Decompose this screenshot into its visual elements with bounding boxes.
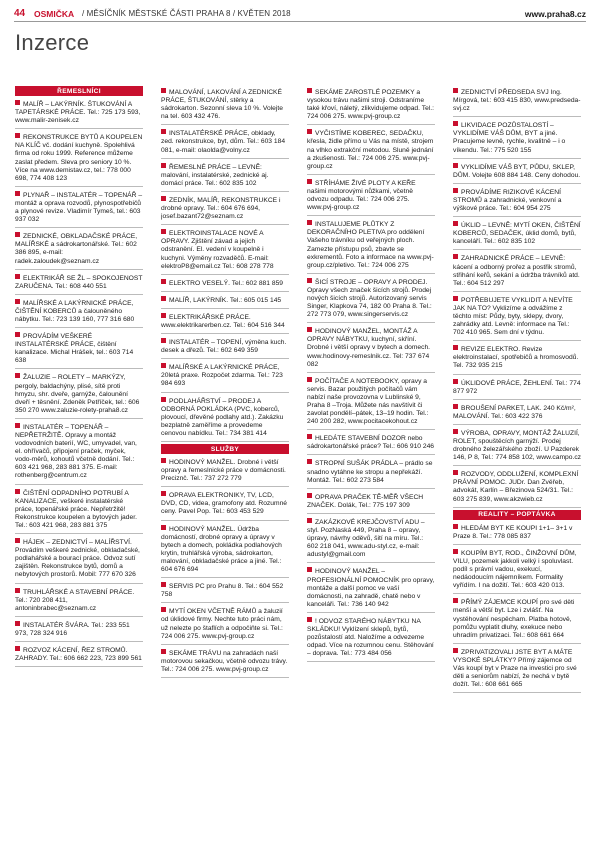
classified-ad [161, 194, 289, 225]
bullet-square-icon [453, 88, 458, 93]
bullet-square-icon [453, 163, 458, 168]
ad-text: ZAHRADNICKÉ PRÁCE – LEVNĚ: kácení a odborný prořez a postřik stromů, střihání keřů, sekání a údržba trávníků atd. Tel.: 604 512 297 [453, 255, 580, 287]
bullet-square-icon [307, 129, 312, 134]
bullet-square-icon [307, 220, 312, 225]
header-divider [14, 21, 586, 22]
bullet-square-icon [161, 88, 166, 93]
bullet-square-icon [15, 332, 20, 337]
classified-ad [161, 489, 289, 520]
bullet-square-icon [15, 373, 20, 378]
section-heading: SLUŽBY [161, 444, 289, 454]
ad-text: ELEKTROINSTALACE NOVÉ A OPRAVY. Zjištění závad a jejich odstranění. El. vedení v koupelně i kuchyni. Výměny rozvaděčů. E-mail: elektroP8@email.cz Tel.: 608 278 778 [161, 230, 274, 270]
classified-ad [15, 586, 143, 617]
classified-ad [453, 596, 581, 643]
bullet-square-icon [453, 296, 458, 301]
ads-column-4 [453, 86, 581, 838]
ad-text: LIKVIDACE POZŮSTALOSTÍ – VYKLIDÍME VÁŠ DŮM, BYT a jiné. Pracujeme levně, rychle, kvalitně – i o víkendu. Tel.: 775 520 155 [453, 122, 566, 154]
ad-text: ÚKLIDOVÉ PRÁCE, ŽEHLENÍ. Tel.: 774 877 972 [453, 379, 581, 395]
ad-text: HODINOVÝ MANŽEL. Drobné i větší opravy a řemeslnické práce v domácnosti. Preciznč. Tel.: 737 272 779 [161, 459, 286, 483]
publication-subtitle: / MĚSÍČNÍK MĚSTSKÉ ČÁSTI PRAHA 8 / KVĚTEN 2018 [82, 9, 291, 18]
publication-name: OSMIČKA [34, 9, 75, 19]
bullet-square-icon [453, 345, 458, 350]
classified-ad [15, 536, 143, 583]
classified-ad [307, 432, 435, 455]
classified-ad [15, 421, 143, 485]
classified-ad [453, 646, 581, 693]
classified-ad [15, 230, 143, 269]
classified-ad [453, 427, 581, 466]
ad-text: SERVIS PC pro Prahu 8. Tel.: 604 552 758 [161, 583, 284, 599]
ad-text: ! ODVOZ STARÉHO NÁBYTKU NA SKLÁDKU! Vyklízení sklepů, bytů, pozůstalostí atd. Naložíme a odvezeme odpad. Více na rozumnou cenu. Stěhování – doprava. Tel.: 773 484 056 [307, 617, 434, 658]
classified-ad [15, 131, 143, 187]
classified-ad [15, 371, 143, 418]
ad-text: ZAKÁZKOVÉ KREJČOVSTVÍ ADU – styl. PozNaská 449, Praha 8 – opravy, úpravy, návrhy oděvů, šití na míru. Tel.: 602 218 041, www.adu-styl.cz, e-mail: adustyl@gmail.com [307, 518, 425, 559]
classified-ad [15, 297, 143, 328]
ad-text: INSTALUJEME PLŮTKY Z DEKORAČNÍHO PLETIVA pro oddělení Vašeho trávníku od veřejných ploch. Zamezte přístupu psů, zbavte se exkrementů. Foto a informace na www.pvj-group.cz/pletivo. Tel.: 724 006 275 [307, 221, 434, 269]
bullet-square-icon [453, 470, 458, 475]
bullet-square-icon [453, 404, 458, 409]
classified-ad [307, 218, 435, 274]
bullet-square-icon [161, 229, 166, 234]
ad-text: OPRAVA ELEKTRONIKY, TV, LCD, DVD, CD, videa, gramofony atd. Rozumné ceny. Pavel Pop. Tel.: 603 453 529 [161, 492, 288, 516]
ad-text: ELEKTRIKÁŘSKÉ PRÁCE. www.elektrikarerben.cz. Tel.: 604 516 344 [161, 313, 285, 329]
classified-ad [161, 294, 289, 309]
ad-text: PODLAHÁŘSTVÍ – PRODEJ A ODBORNÁ POKLÁDKA (PVC, koberců, plovoucí, dřevěné podlahy atd.). Zakázku bezplatně zaměříme a provedeme cenovou nabídku. Tel.: 734 381 414 [161, 397, 284, 437]
ad-text: HLEDÁTE STAVEBNÍ DOZOR nebo sádrokartonářské práce? Tel.: 606 910 246 [307, 435, 435, 451]
ad-text: HÁJEK – ZEDNICTVÍ – MALÍŘSTVÍ. Provádím veškeré zednické, obkladačské, podlahářské a bourací práce. Odvoz sutí zajištěn. Rekonstrukce bytů, domů a nebytových prostorů. Mobil: 777 670 326 [15, 539, 140, 579]
classified-ad [15, 98, 143, 129]
ad-text: VÝROBA, OPRAVY, MONTÁŽ ŽALUZIÍ, ROLET, spouštěcích garnýží. Prodej drobného železářského zboží. U Pazderek 146, P 8, Tel.: 774 858 102, www.campo.cz [453, 429, 581, 462]
ad-text: OPRAVA PRAČEK TĚ-MĚŘ VŠECH ZNAČEK. Dolák, Tel.: 775 197 309 [307, 493, 424, 509]
ad-text: ZPRIVATIZOVALI JSTE BYT A MÁTE VYSOKÉ SPLÁTKY? Přímý zájemce od Vás koupí byt v Praze na investici pro své děti a seniorům nabízí, že nechá v bytě dožít. Tel.: 608 661 665 [453, 648, 577, 689]
classified-ad [453, 377, 581, 400]
ad-text: BROUŠENÍ PARKET, LAK. 240 Kč/m², MALOVÁNÍ. Tel.: 603 422 376 [453, 404, 576, 420]
ad-text: ŠICÍ STROJE – OPRAVY A PRODEJ. Opravy všech značek šicích strojů. Prodej nových šicích strojů. Autorizovaný servis Singer, Klapkova 74, 182 00 Praha 8. Tel.: 272 773 079, www.singerservis.cz [307, 278, 432, 319]
classified-ad [161, 605, 289, 644]
classified-ad [161, 277, 289, 292]
bullet-square-icon [307, 88, 312, 93]
ad-text: ELEKTRIKÁŘ SE ŽL – SPOKOJENOST ZARUČENA. Tel.: 608 440 551 [15, 274, 143, 290]
classified-ad [453, 219, 581, 250]
ad-text: MALÍŘ – LAKÝRNÍK. ŠTUKOVÁNÍ A TAPETÁRSKÉ PRÁCE. Tel.: 725 173 593, www.malir-zenisek.cz [15, 101, 141, 125]
ad-text: PROVÁDÍME RIZIKOVÉ KÁCENÍ STROMŮ a zahradnické, venkovní a výškové práce. Tel.: 604 954 275 [453, 188, 562, 213]
classified-ad [161, 227, 289, 274]
classified-ad [307, 177, 435, 216]
ad-text: ČIŠTĚNÍ ODPADNÍHO POTRUBÍ A KANALIZACE, veškeré instalatérské práce, topenářské práce. Nepřetržitě! Rekonstrukce koupelen a bytových jader. Tel.: 603 421 968, 283 881 375 [15, 489, 137, 529]
classified-ad [307, 325, 435, 372]
bullet-square-icon [161, 491, 166, 496]
classified-ad [453, 294, 581, 341]
ad-text: HODINOVÝ MANŽEL, MONTÁŽ A OPRAVY NÁBYTKU, kuchyní, skříní. Drobné i větší opravy v bytech a domech. www.hodinovy-remeslnik.cz. Tel: 737 674 082 [307, 328, 431, 368]
bullet-square-icon [453, 429, 458, 434]
ads-column-1 [15, 86, 143, 838]
bullet-square-icon [307, 567, 312, 572]
ad-text: ŘEMESLNÉ PRÁCE – LEVNĚ: malování, instalatérské, zednické aj. domácí práce. Tel.: 602 835 102 [161, 163, 269, 187]
classified-ad [15, 272, 143, 295]
classified-ad [161, 161, 289, 192]
ad-text: REKONSTRUKCE BYTŮ A KOUPELEN NA KLÍČ vč. dodání kuchyně. Spolehlivá firma od roku 1999. Reference můžeme zaslat předem. Sleva pro seniory 10 %. Více na www.demistav.cz, tel.: 778 000 698, 774 408 123 [15, 134, 143, 182]
classified-ad [453, 343, 581, 374]
classified-ad [453, 468, 581, 507]
bullet-square-icon [15, 100, 20, 105]
bullet-square-icon [307, 278, 312, 283]
classified-ad [453, 547, 581, 594]
classified-ad [161, 456, 289, 487]
bullet-square-icon [15, 538, 20, 543]
bullet-square-icon [161, 525, 166, 530]
classified-ad [307, 615, 435, 662]
ad-text: ZEDNICTVÍ PŘEDSEDA SVJ Ing. Mírgová, tel.: 603 415 830, www.predseda-svj.cz [453, 89, 581, 113]
classified-ad [161, 127, 289, 158]
ad-text: ÚKLID – LEVNĚ: MYTÍ OKEN, ČIŠTĚNÍ KOBERCŮ, SEDAČEK, úklid domů, bytů, kanceláří. Tel.: 602 835 102 [453, 222, 581, 246]
ad-text: PŘÍMÝ ZÁJEMCE KOUPÍ pro své děti menší a větší byt. Lze i zvlášť. Na vystěhování nespěcham. Platba hotově, pomůžu vyplatit dluhy, exekuce nebo uhradím privatizaci. Tel.: 608 661 664 [453, 599, 575, 639]
bullet-square-icon [161, 607, 166, 612]
bullet-square-icon [453, 598, 458, 603]
ads-column-3 [307, 86, 435, 838]
bullet-square-icon [161, 582, 166, 587]
bullet-square-icon [15, 274, 20, 279]
bullet-square-icon [307, 459, 312, 464]
bullet-square-icon [453, 188, 458, 193]
bullet-square-icon [161, 196, 166, 201]
ad-text: MALÍŘSKÉ A LAKÝRNICKÉ PRÁCE, 20letá praxe. Rozpočet zdarma. Tel.: 723 984 693 [161, 364, 283, 388]
bullet-square-icon [307, 617, 312, 622]
bullet-square-icon [161, 163, 166, 168]
ad-text: ZEDNÍK, MALÍŘ, REKONSTRUKCE i drobné opravy. Tel.: 604 676 694, josef.bazant72@seznam.cz [161, 196, 281, 221]
ad-text: MALÍŘ, LAKÝRNÍK. Tel.: 605 015 145 [169, 296, 282, 304]
bullet-square-icon [15, 646, 20, 651]
bullet-square-icon [161, 129, 166, 134]
ad-text: POTŘEBUJETE VYKLIDIT A NEVÍTE JAK NA TO? Vyklizíme a odvážíme z těchto míst: Půdy, byty, sklepy, dvory, zahrádky atd. Levně: informace na Tel.: 702 410 965. Sem dní v týdnu. [453, 296, 573, 337]
ad-text: STŘÍHÁME ŽIVÉ PLOTY A KEŘE našimi motorovými nůžkami, včetně odvozu odpadu. Tel.: 724 006 275. www.pvj-group.cz [307, 179, 416, 212]
bullet-square-icon [161, 313, 166, 318]
bullet-square-icon [307, 377, 312, 382]
classified-ad [453, 402, 581, 425]
classified-ad [307, 457, 435, 488]
classified-ad [307, 276, 435, 323]
bullet-square-icon [161, 649, 166, 654]
ad-text: INSTALATÉR – TOPENÁŘ – NEPŘETRŽITĚ. Opravy a montáž vodovodních baterií, WC, umyvadel, van, el. ohřívačů, připojení praček, myček, vodo-měrů, kohoutů včetně dodání. Tel.: 603 421 968, 283 881 375. E-mail: rothenberg@centrum.cz [15, 423, 137, 480]
bullet-square-icon [161, 296, 166, 301]
bullet-square-icon [453, 524, 458, 529]
bullet-square-icon [15, 133, 20, 138]
classified-ad [307, 86, 435, 125]
ad-text: VYČISTÍME KOBEREC, SEDAČKU, křesla, židle přímo u Vás na místě, strojem na vlhko extrakční metodou. Sluně jednání a zkušenosti. Tel.: 724 006 275. www.pvj-group.cz [307, 130, 434, 170]
classified-ad [161, 523, 289, 579]
bullet-square-icon [453, 121, 458, 126]
classified-ad [15, 619, 143, 642]
ad-text: PROVÁDÍM VEŠKERÉ INSTALATÉRSKÉ PRÁCE, čištění kanalizace. Michal Hrášek, tel.: 603 714 638 [15, 333, 134, 365]
classified-ad [15, 330, 143, 369]
ad-text: INSTALATÉRSKÉ PRÁCE, obklady, zed. rekonstrukce, byt, dům. Tel.: 603 184 081, e-mail: olaolda@volny.cz [161, 130, 286, 154]
bullet-square-icon [161, 279, 166, 284]
bullet-square-icon [15, 423, 20, 428]
classified-ad [15, 644, 143, 667]
website-link[interactable]: www.praha8.cz [524, 9, 586, 19]
classified-ad [307, 127, 435, 174]
bullet-square-icon [307, 493, 312, 498]
ad-text: MALOVÁNÍ, LAKOVÁNÍ A ZEDNICKÉ PRÁCE, ŠTUKOVÁNÍ, stěrky a sádrokarton. Sezonní sleva 10 %. Volejte na tel. 603 432 476. [161, 89, 283, 121]
classified-ad [161, 395, 289, 442]
bullet-square-icon [15, 489, 20, 494]
ad-text: HLEDÁM BYT KE KOUPI 1+1– 3+1 v Praze 8. Tel.: 778 085 837 [453, 524, 573, 540]
classified-ad [161, 336, 289, 359]
ads-column-2 [161, 86, 289, 838]
ad-text: ROZVODY, ODDLUŽENÍ, KOMPLEXNÍ PRÁVNÍ POMOC. JUDr. Dan Zvěřeb, advokát, Karlín – Březinova 524/31. Tel.: 603 275 839, www.akzwieb.cz [453, 471, 579, 503]
ad-text: KOUPÍM BYT, ROD., ČINŽOVNÍ DŮM, VILU, pozemek jakkoli velký i spoluvlast. podíl s právní vadou, exekucí, nedáodoucím nájemníkem. Formality vyřídím. I na dožití. Tel.: 603 420 013. [453, 549, 577, 590]
ad-text: HODINOVÝ MANŽEL. Údržba domácností, drobné opravy a úpravy v bytech a domech, pokládka podlahových krytin, truhlářská výroba, sádrokarton, malování, obkladačské práce a jiné. Tel.: 604 676 694 [161, 525, 282, 574]
page-number: 44 [14, 8, 26, 19]
ad-text: INSTALATÉR – TOPENÍ, výměna kuch. desek a dřezů. Tel.: 602 649 359 [161, 339, 287, 355]
classified-ad [453, 161, 581, 184]
bullet-square-icon [307, 179, 312, 184]
ad-text: REVIZE ELEKTRO. Revize elektroinstalací, spotřebičů a hromosvodů. Tel. 732 935 215 [453, 346, 579, 370]
section-heading: ŘEMESLNÍCI [15, 86, 143, 96]
bullet-square-icon [15, 191, 20, 196]
ad-text: STROPNÍ SUŠÁK PRÁDLA – prádlo se snadno vytáhne ke stropu a nepřekáží. Montáž. Tel.: 602 273 584 [307, 460, 433, 484]
bullet-square-icon [161, 363, 166, 368]
bullet-square-icon [307, 434, 312, 439]
bullet-square-icon [453, 379, 458, 384]
classified-ad [453, 86, 581, 117]
classified-ad [453, 522, 581, 545]
classified-ad [15, 189, 143, 228]
ad-text: TRUHLÁŘSKÉ A STAVEBNÍ PRÁCE. Tel.: 720 208 411, antoninbrabec@seznam.cz [15, 588, 135, 612]
classified-ad [453, 119, 581, 158]
ad-text: MYTÍ OKEN VČETNĚ RÁMŮ a žaluzií od úklidové firmy. Nechte tuto práci nám, už nelezte po štaflích a odpočiňte si. Tel.: 724 006 275. www.pvj-group.cz [161, 608, 283, 640]
bullet-square-icon [161, 458, 166, 463]
ad-text: VYKLIDÍME VÁŠ BYT, PŮDU, SKLEP, DŮM. Volejte 608 884 148. Ceny dohodou. [453, 163, 581, 179]
ad-text: HODINOVÝ MANŽEL – PROFESIONÁLNÍ POMOCNÍK pro opravy, montáže a další pomoc ve vaší domácnosti, na zahradě, chatě nebo v kanceláři. Tel.: 736 140 942 [307, 568, 435, 608]
classified-ad [307, 491, 435, 514]
bullet-square-icon [161, 338, 166, 343]
ad-text: ROZVOZ KÁCENÍ, ŘEZ STROMŮ. ZAHRADY. Tel.: 606 662 223, 723 899 561 [15, 646, 142, 663]
classified-ad [453, 186, 581, 217]
classified-ad [307, 375, 435, 431]
bullet-square-icon [15, 621, 20, 626]
classified-ad [307, 516, 435, 563]
ad-text: INSTALATÉR ŠVÁRA. Tel.: 233 551 973, 728 324 916 [15, 621, 130, 637]
classified-ad [161, 580, 289, 603]
classified-ad [161, 361, 289, 392]
bullet-square-icon [161, 397, 166, 402]
bullet-square-icon [307, 327, 312, 332]
ad-text: MALÍŘSKÉ A LAKÝRNICKÉ PRÁCE, ČIŠTĚNÍ KOBERCŮ a čalouněného nábytku. Tel.: 723 139 160, 777 316 680 [15, 299, 135, 323]
ad-text: ELEKTRO VESELÝ. Tel.: 602 881 859 [169, 279, 284, 287]
classified-ad [161, 311, 289, 334]
ad-text: ŽALUZIE – ROLETY – MARKÝZY, pergoly, baldachýny, plisé, sítě proti hmyzu, shr. dveře, garnýže, čalounění dveří + těsnění. Zdeněk Petříček, tel.: 606 350 270 www.zaluzie-rolety-praha8.cz [15, 374, 140, 414]
classified-ad [307, 565, 435, 612]
bullet-square-icon [453, 254, 458, 259]
bullet-square-icon [15, 299, 20, 304]
page-title: Inzerce [15, 30, 90, 55]
ad-text: PLYNAŘ – INSTALATÉR – TOPENÁŘ – montáž a oprava rozvodů, plynospotřebičů a plynové revize. Vladimír Tymeš, tel.: 603 937 032 [15, 191, 143, 224]
classified-ad [161, 86, 289, 125]
bullet-square-icon [15, 232, 20, 237]
bullet-square-icon [453, 221, 458, 226]
ad-text: SEKÁME ZAROSTLÉ POZEMKY a vysokou trávu našimi stroji. Odstraníme také křoví, náletý, zlikvidujeme odpad. Tel.: 724 006 275. www.pvj-group.cz [307, 89, 435, 121]
classified-ad [453, 252, 581, 291]
ad-text: ZEDNICKÉ, OBKLADAČSKÉ PRÁCE, MALÍŘSKÉ a sádrokartonářské. Tel.: 602 386 895, e-mail: radek.zaloudek@seznam.cz [15, 233, 138, 265]
section-heading: REALITY – POPTÁVKA [453, 510, 581, 520]
classified-ad [161, 647, 289, 678]
ad-text: SEKÁME TRÁVU na zahradách naší motorovou sekačkou, včetně odvozu trávy. Tel.: 724 006 275. www.pvj-group.cz [161, 649, 288, 673]
bullet-square-icon [307, 518, 312, 523]
ad-text: POČÍTAČE A NOTEBOOKY, opravy a servis. Bazar použitých počítačů vám nabízí naše provozovna v Lublinské 9, Praha 8 –Troja. Můžete nás navštívit či zavolat pondělí–pátek, 13–19 hodin. Tel.: 240 200 282, www.pocitacekohout.cz [307, 377, 429, 426]
bullet-square-icon [453, 549, 458, 554]
bullet-square-icon [453, 648, 458, 653]
classified-ad [15, 487, 143, 534]
bullet-square-icon [15, 588, 20, 593]
